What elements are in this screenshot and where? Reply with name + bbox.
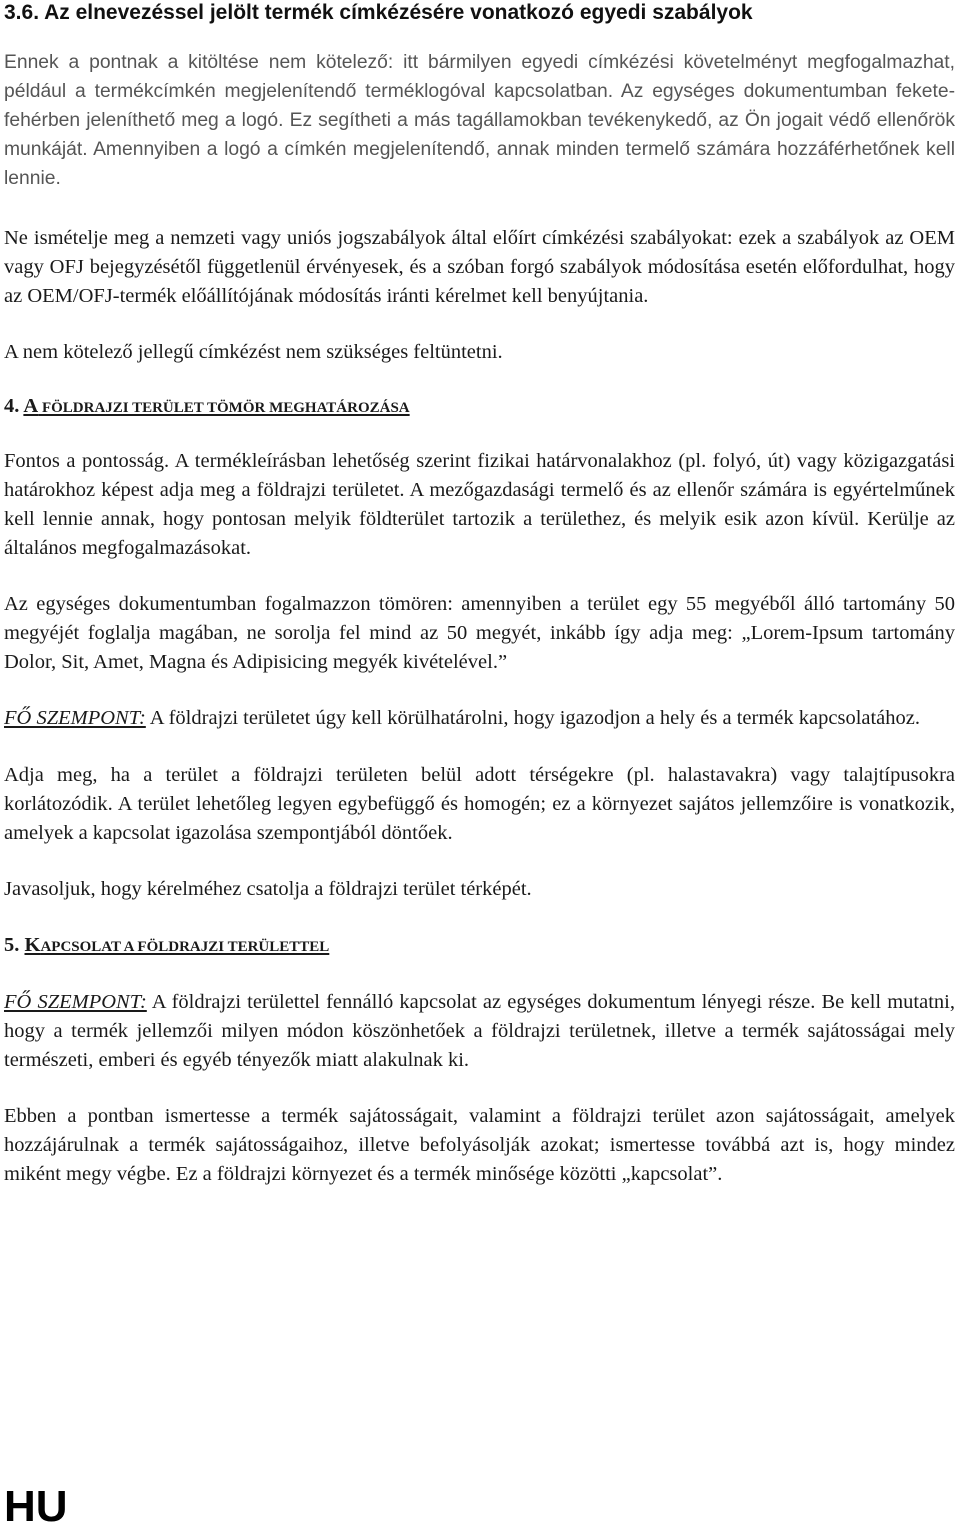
section-4-paragraph-4: Adja meg, ha a terület a földrajzi területen belül adott térségekre (pl. halastavakra) vagy talajtípusokra korlátozódik. A terület lehetőleg legyen egybefüggő és homogén; ez a környezet sajátos jellemzőire is vonatkozik, amelyek a kapcsolat igazolása szempontjából döntőek. [4, 764, 955, 844]
key-point-text: A földrajzi területet úgy kell körülhatárolni, hogy igazodjon a hely és a termék kapcsolatához. [145, 707, 921, 729]
key-point-text: A földrajzi területtel fennálló kapcsolat az egységes dokumentum lényegi része. Be kell mutatni, hogy a termék jellemzői milyen módon köszönhetőek a földrajzi területnek, illetve a termék sajátosságai mely természeti, emberi és egyéb tényezők miatt alakulnak ki. [4, 991, 955, 1071]
section-3-6-heading: 3.6. Az elnevezéssel jelölt termék címkézésére vonatkozó egyedi szabályok [4, 1, 753, 24]
key-point-label: FŐ SZEMPONT: [4, 707, 146, 729]
section-4-key-point [4, 704, 955, 733]
section-4-paragraph-2: Az egységes dokumentumban fogalmazzon tömören: amennyiben a terület egy 55 megyéből álló tartomány 50 megyéjét foglalja magában, ne sorolja fel mind az 50 megyét, inkább így adja meg: „Lorem-Ipsum tartomány Dolor, Sit, Amet, Magna és Adipisicing megyék kivételével.” [4, 593, 955, 673]
section-4-number: 4. [4, 395, 20, 417]
section-5-paragraph-2: Ebben a pontban ismertesse a termék sajátosságait, valamint a földrajzi terület azon sajátosságait, amelyek hozzájárulnak a termék sajátosságaihoz, illetve befolyásolják azokat; ismertesse továbbá azt is, hogy mindez miként megy végbe. Ez a földrajzi környezet és a termék minősége közötti „kapcsolat”. [4, 1105, 955, 1185]
document-page [4, 0, 955, 1189]
section-5-key-point [4, 988, 955, 1075]
section-5-title [25, 934, 330, 956]
language-code-footer: HU [4, 1482, 68, 1531]
section-4-title [23, 395, 409, 417]
section-5-title-rest: APCSOLAT A FÖLDRAJZI TERÜLETTEL [40, 939, 330, 955]
section-3-6-paragraph-2: Ne ismételje meg a nemzeti vagy uniós jogszabályok által előírt címkézési szabályokat: ezek a szabályok az OEM vagy OFJ bejegyzésétől függetlenül érvényesek, és a szóban forgó szabályok módosítása esetén előfordulhat, hogy az OEM/OFJ-termék előállítójának módosítás iránti kérelmet kell benyújtania. [4, 227, 955, 307]
section-5-heading [4, 931, 955, 962]
section-3-6-paragraph-1: Ennek a pontnak a kitöltése nem kötelező: itt bármilyen egyedi címkézési követelményt megfogalmazhat, például a termékcímkén megjelenítendő terméklogóval kapcsolatban. Az egységes dokumentumban fekete-fehérben jeleníthető meg a logó. Ez segítheti a más tagállamokban tevékenykedő, az Ön jogait védő ellenőrök munkáját. Amennyiben a logó a címkén megjelenítendő, annak minden termelő számára hozzáférhetőnek kell lennie. [4, 52, 955, 189]
section-3-6-paragraph-3: A nem kötelező jellegű címkézést nem szükséges feltüntetni. [4, 341, 503, 363]
section-4-heading [4, 392, 955, 423]
key-point-label: FŐ SZEMPONT: [4, 991, 147, 1013]
section-4-title-first-letter: A [23, 395, 39, 417]
section-5-number: 5. [4, 934, 20, 956]
section-4-paragraph-1: Fontos a pontosság. A termékleírásban lehetőség szerint fizikai határvonalakhoz (pl. folyó, út) vagy közigazgatási határokhoz képest adja meg a földrajzi területet. A mezőgazdasági termelő és az ellenőr számára is egyértelműnek kell lennie annak, hogy pontosan melyik földterület tartozik a területhez, és melyik esik azon kívül. Kerülje az általános megfogalmazásokat. [4, 450, 955, 559]
section-4-paragraph-5: Javasoljuk, hogy kérelméhez csatolja a földrajzi terület térképét. [4, 878, 532, 900]
section-5-title-first-letter: K [24, 934, 41, 956]
section-4-title-rest: FÖLDRAJZI TERÜLET TÖMÖR MEGHATÁROZÁSA [38, 400, 410, 416]
